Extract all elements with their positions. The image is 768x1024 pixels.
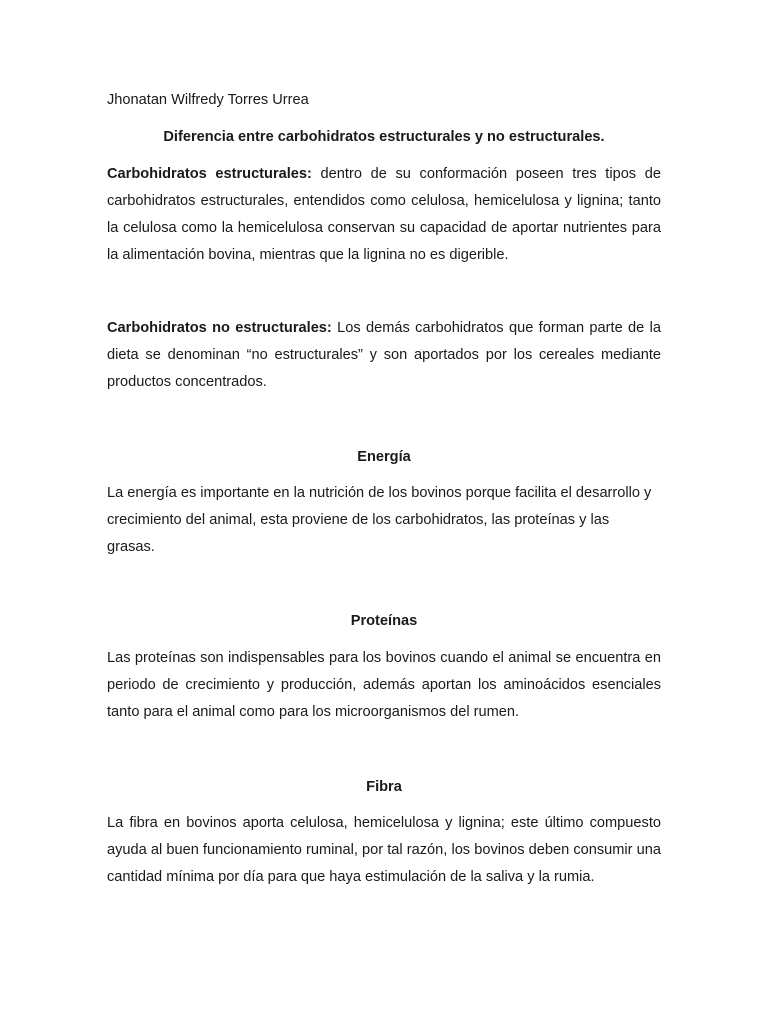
- paragraph-lead: Carbohidratos estructurales:: [107, 166, 312, 182]
- paragraph-text: dentro de su conformación poseen tres tipos de carbohidratos estructurales, entendidos como celulosa, hemicelulosa y lignina; tanto la celulosa como la hemicelulosa conservan su capacidad de aportar nutrientes para la alimentación bovina, mientras que la lignina no es digerible.: [107, 166, 661, 263]
- document-page: [107, 0, 661, 1024]
- document-title: Diferencia entre carbohidratos estructurales y no estructurales.: [163, 129, 605, 145]
- paragraph-lead: Carbohidratos no estructurales:: [107, 320, 332, 336]
- paragraph-fibra: La fibra en bovinos aporta celulosa, hemicelulosa y lignina; este último compuesto ayuda al buen funcionamiento ruminal, por tal razón, los bovinos deben consumir una cantidad mínima por día para que haya estimulación de la saliva y la rumia.: [107, 815, 661, 885]
- paragraph-no-estructurales: [107, 315, 661, 396]
- paragraph-energia: La energía es importante en la nutrición de los bovinos porque facilita el desarrollo y crecimiento del animal, esta proviene de los carbohidratos, las proteínas y las grasas.: [107, 485, 652, 555]
- paragraph-estructurales: [107, 161, 661, 269]
- section-heading-fibra: Fibra: [366, 779, 402, 795]
- paragraph-text: Los demás carbohidratos que forman parte de la dieta se denominan “no estructurales” y son aportados por los cereales mediante productos concentrados.: [107, 320, 661, 390]
- section-heading-proteinas: Proteínas: [350, 613, 418, 629]
- author-name: Jhonatan Wilfredy Torres Urrea: [107, 92, 309, 108]
- paragraph-proteinas: Las proteínas son indispensables para los bovinos cuando el animal se encuentra en periodo de crecimiento y producción, además aportan los aminoácidos esenciales tanto para el animal como para los microorganismos del rumen.: [107, 650, 661, 720]
- section-heading-energia: Energía: [357, 449, 411, 465]
